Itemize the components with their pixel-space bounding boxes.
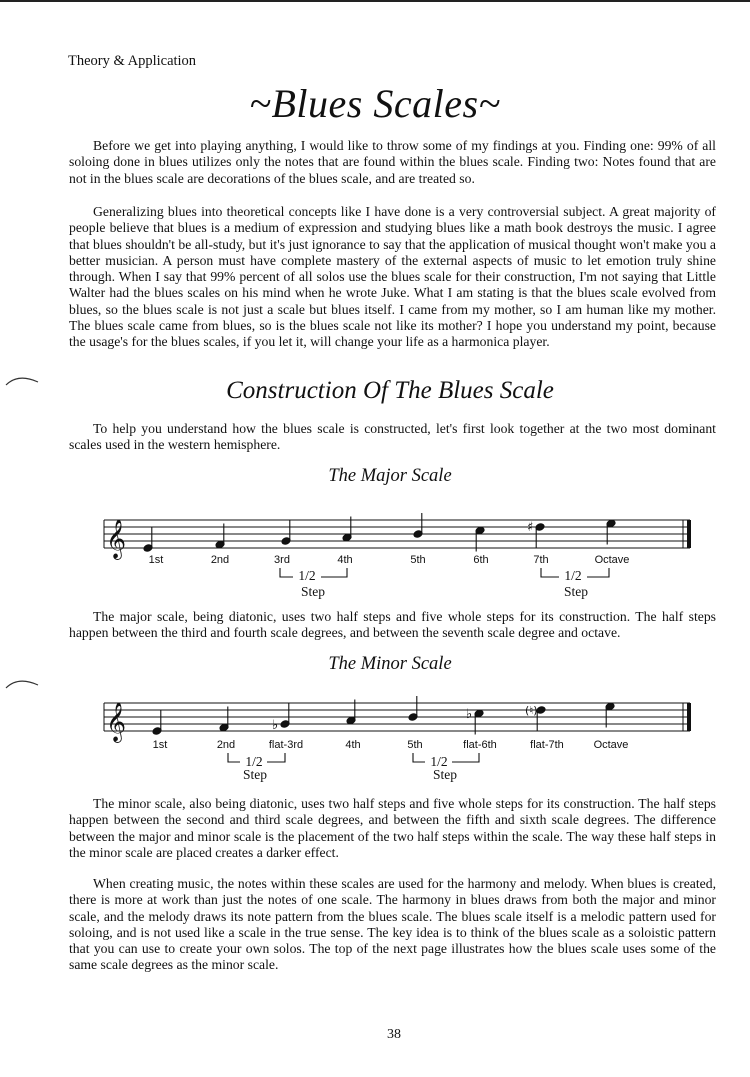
construction-paragraph: To help you understand how the blues scale is constructed, let's first look together at the two most dominant scales used in the western hemisphere. [69,421,716,453]
major-degree-label: Octave [594,554,630,566]
section-label: Theory & Application [68,53,197,69]
step-label: Step [242,767,268,782]
page-number: 38 [387,1027,401,1042]
minor-degree-label: flat-3rd [268,739,304,751]
minor-scale-title: The Minor Scale [328,654,452,674]
minor-degree-label: 2nd [216,739,236,751]
minor-degree-label: 4th [345,739,361,751]
top-rule [0,0,750,2]
page-edge-mark [4,676,40,690]
minor-scale-staff [100,693,700,788]
major-degree-label: 3rd [274,554,290,566]
minor-degree-label: flat-6th [463,739,497,751]
treble-clef-icon: 𝄞 [106,519,127,559]
major-degree-label: 7th [533,554,549,566]
half-step-label: 1/2 [564,568,582,583]
minor-scale-description: The minor scale, also being diatonic, uses two half steps and five whole steps for its construction. The half steps happen between the second and third scale degrees, and between the fifth and sixth scale degrees. The difference between the major and minor scale is the placement of the two half steps within the scale. The way these half steps in the minor scale are placed creates a darker effect. [69,796,716,860]
section-heading: Construction Of The Blues Scale [226,377,554,404]
page-title: ~Blues Scales~ [249,81,501,126]
step-label: Step [432,767,458,782]
major-degree-label: 6th [473,554,489,566]
natural-in-parentheses-icon: (♮) [525,704,538,717]
minor-degree-label: Octave [593,739,629,751]
intro-paragraph-1: Before we get into playing anything, I would like to throw some of my findings at you. Finding one: 99% of all soloing done in blues utilizes only the notes that are found within the blues scale. Finding two: Notes found that are not in the blues scale are decorations of the blues scale, and are treated so. [69,138,716,186]
major-degree-label: 1st [148,554,164,566]
major-degree-label: 5th [410,554,426,566]
major-degree-label: 2nd [210,554,230,566]
minor-degree-label: 5th [407,739,423,751]
major-scale-description: The major scale, being diatonic, uses two half steps and five whole steps for its construction. The half steps happen between the third and fourth scale degrees, and between the seventh scale degree and octave. [69,609,716,641]
step-label: Step [563,584,589,599]
half-step-label: 1/2 [245,754,263,769]
closing-paragraph: When creating music, the notes within these scales are used for the harmony and melody. When blues is created, there is more at work than just the notes of one scale. The harmony in blues draws from both the major and minor scale, and the melody draws its note pattern from the blues scale. The blues scale itself is a melodic pattern used for soloing, and is not used like a scale in the true sense. The key idea is to think of the blues scale as a soloistic pattern that you can use to create your own solos. The top of the next page illustrates how the blues scale uses some of the same scale degrees as the minor scale. [69,876,716,973]
minor-degree-label: 1st [152,739,168,751]
sharp-icon: ♯ [527,520,534,535]
major-scale-title: The Major Scale [328,466,452,486]
half-step-label: 1/2 [430,754,448,769]
major-scale-staff [100,510,700,605]
minor-degree-label: flat-7th [530,739,564,751]
major-degree-label: 4th [337,554,353,566]
flat-icon: ♭ [466,707,473,722]
flat-icon: ♭ [272,718,279,733]
intro-paragraph-2: Generalizing blues into theoretical concepts like I have done is a very controversial subject. A great majority of people believe that blues is a medium of expression and studying blues like a math book destroys the music. I agree that blues shouldn't be all-study, but it's just ignorance to say that the application of musical thought won't make you a better musician. A person must have complete mastery of the external aspects of music to let emotion truly shine through. When I say that 99% percent of all solos use the blues scale for their construction, I'm not saying that Little Walter had the blues scales on his mind when he wrote Juke. What I am stating is that the blues scale evolved from blues, so the blues scale is not just a scale but blues itself. I came from my mother, so I am human like my mother. The blues scale came from blues, so is the blues scale not like its mother? I hope you understand my point, because the usage's for the blues scales, if you let it, will change your life as a harmonica player. [69,204,716,350]
half-step-label: 1/2 [298,568,316,583]
step-label: Step [300,584,326,599]
treble-clef-icon: 𝄞 [106,702,127,742]
